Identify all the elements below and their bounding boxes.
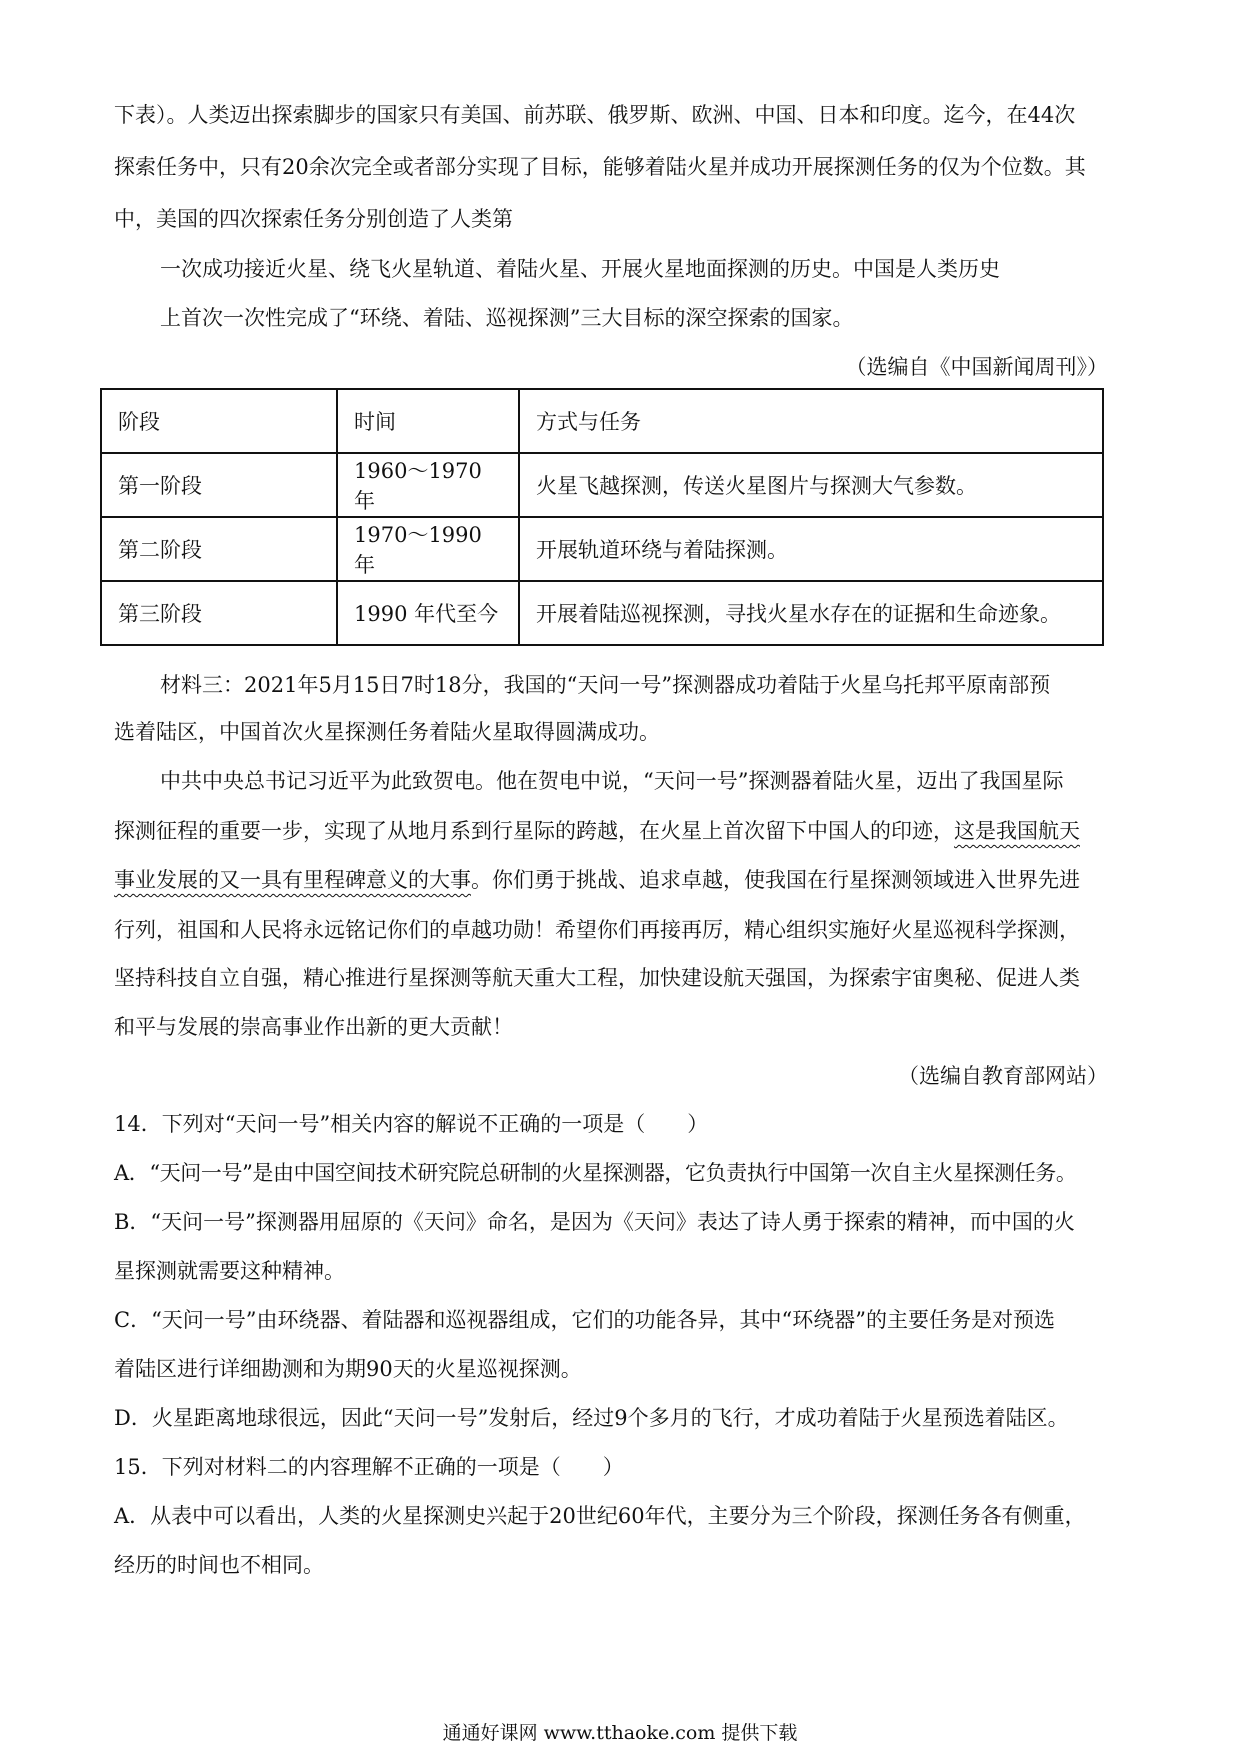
mars-exploration-table [100,388,1104,646]
text-run: 。你们勇于挑战、追求卓越，使我国在行星探测领域进入世界先进 [471,868,1080,892]
table-row [101,453,1103,517]
table-cell: 开展着陆巡视探测，寻找火星水存在的证据和生命迹象。 [519,581,1103,645]
paragraph-line: 上首次一次性完成了“环绕、着陆、巡视探测”三大目标的深空探索的国家。 [160,306,854,330]
table-row [101,581,1103,645]
question-14-stem: 14．下列对“天问一号”相关内容的解说不正确的一项是（ ） [114,1112,709,1136]
material3-line [114,865,1080,895]
material3-line: 选着陆区，中国首次火星探测任务着陆火星取得圆满成功。 [114,720,660,744]
paragraph-line: 一次成功接近火星、绕飞火星轨道、着陆火星、开展火星地面探测的历史。中国是人类历史 [160,257,1000,281]
material3-line: 中共中央总书记习近平为此致贺电。他在贺电中说，“天问一号”探测器着陆火星，迈出了我国星际 [160,769,1064,793]
underlined-text: 这是我国航天 [954,819,1080,843]
material3-line [114,816,1080,846]
table-cell: 火星飞越探测，传送火星图片与探测大气参数。 [519,453,1103,517]
material3-line: 和平与发展的崇高事业作出新的更大贡献！ [114,1015,513,1039]
table-cell: 第三阶段 [101,581,337,645]
table-header-cell: 方式与任务 [519,389,1103,453]
table-row [101,517,1103,581]
material3-line: 材料三：2021年5月15日7时18分，我国的“天问一号”探测器成功着陆于火星乌托邦平原南部预 [160,673,1051,697]
source-citation: （选编自《中国新闻周刊》） [845,355,1108,379]
question-15-stem: 15．下列对材料二的内容理解不正确的一项是（ ） [114,1455,624,1479]
question-14-option-c: 着陆区进行详细勘测和为期90天的火星巡视探测。 [114,1357,582,1381]
table-cell: 开展轨道环绕与着陆探测。 [519,517,1103,581]
table-header-cell: 阶段 [101,389,337,453]
source-citation: （选编自教育部网站） [898,1064,1108,1088]
table-header-cell: 时间 [337,389,519,453]
question-14-option-b: 星探测就需要这种精神。 [114,1259,345,1283]
table-cell: 第二阶段 [101,517,337,581]
underlined-text: 事业发展的又一具有里程碑意义的大事 [114,868,471,892]
question-14-option-c: C．“天问一号”由环绕器、着陆器和巡视器组成，它们的功能各异，其中“环绕器”的主要任务是对预选 [114,1308,1056,1332]
question-14-option-a: A．“天问一号”是由中国空间技术研究院总研制的火星探测器，它负责执行中国第一次自主火星探测任务。 [114,1161,1077,1185]
footer-watermark: 通通好课网 www.tthaoke.com 提供下载 [442,1722,798,1744]
question-14-option-d: D．火星距离地球很远，因此“天问一号”发射后，经过9个多月的飞行，才成功着陆于火星预选着陆区。 [114,1406,1069,1430]
table-cell: 1970～1990 年 [337,517,519,581]
paragraph-line: 探索任务中，只有20余次完全或者部分实现了目标，能够着陆火星并成功开展探测任务的仅为个位数。其 [114,155,1086,179]
material3-line: 行列，祖国和人民将永远铭记你们的卓越功勋！希望你们再接再厉，精心组织实施好火星巡视科学探测， [114,918,1080,942]
material3-line: 坚持科技自立自强，精心推进行星探测等航天重大工程，加快建设航天强国，为探索宇宙奥秘、促进人类 [114,966,1080,990]
question-15-option-a: A．从表中可以看出，人类的火星探测史兴起于20世纪60年代，主要分为三个阶段，探测任务各有侧重， [114,1504,1086,1528]
table-cell: 1990 年代至今 [337,581,519,645]
question-14-option-b: B．“天问一号”探测器用屈原的《天问》命名，是因为《天问》表达了诗人勇于探索的精神，而中国的火 [114,1210,1075,1234]
question-15-option-a: 经历的时间也不相同。 [114,1553,324,1577]
table-cell: 第一阶段 [101,453,337,517]
paragraph-line: 中，美国的四次探索任务分别创造了人类第 [114,207,513,231]
paragraph-line: 下表）。人类迈出探索脚步的国家只有美国、前苏联、俄罗斯、欧洲、中国、日本和印度。迄今，在44次 [114,103,1076,127]
table-cell: 1960～1970 年 [337,453,519,517]
text-run: 探测征程的重要一步，实现了从地月系到行星际的跨越，在火星上首次留下中国人的印迹， [114,819,954,843]
table-header-row [101,389,1103,453]
